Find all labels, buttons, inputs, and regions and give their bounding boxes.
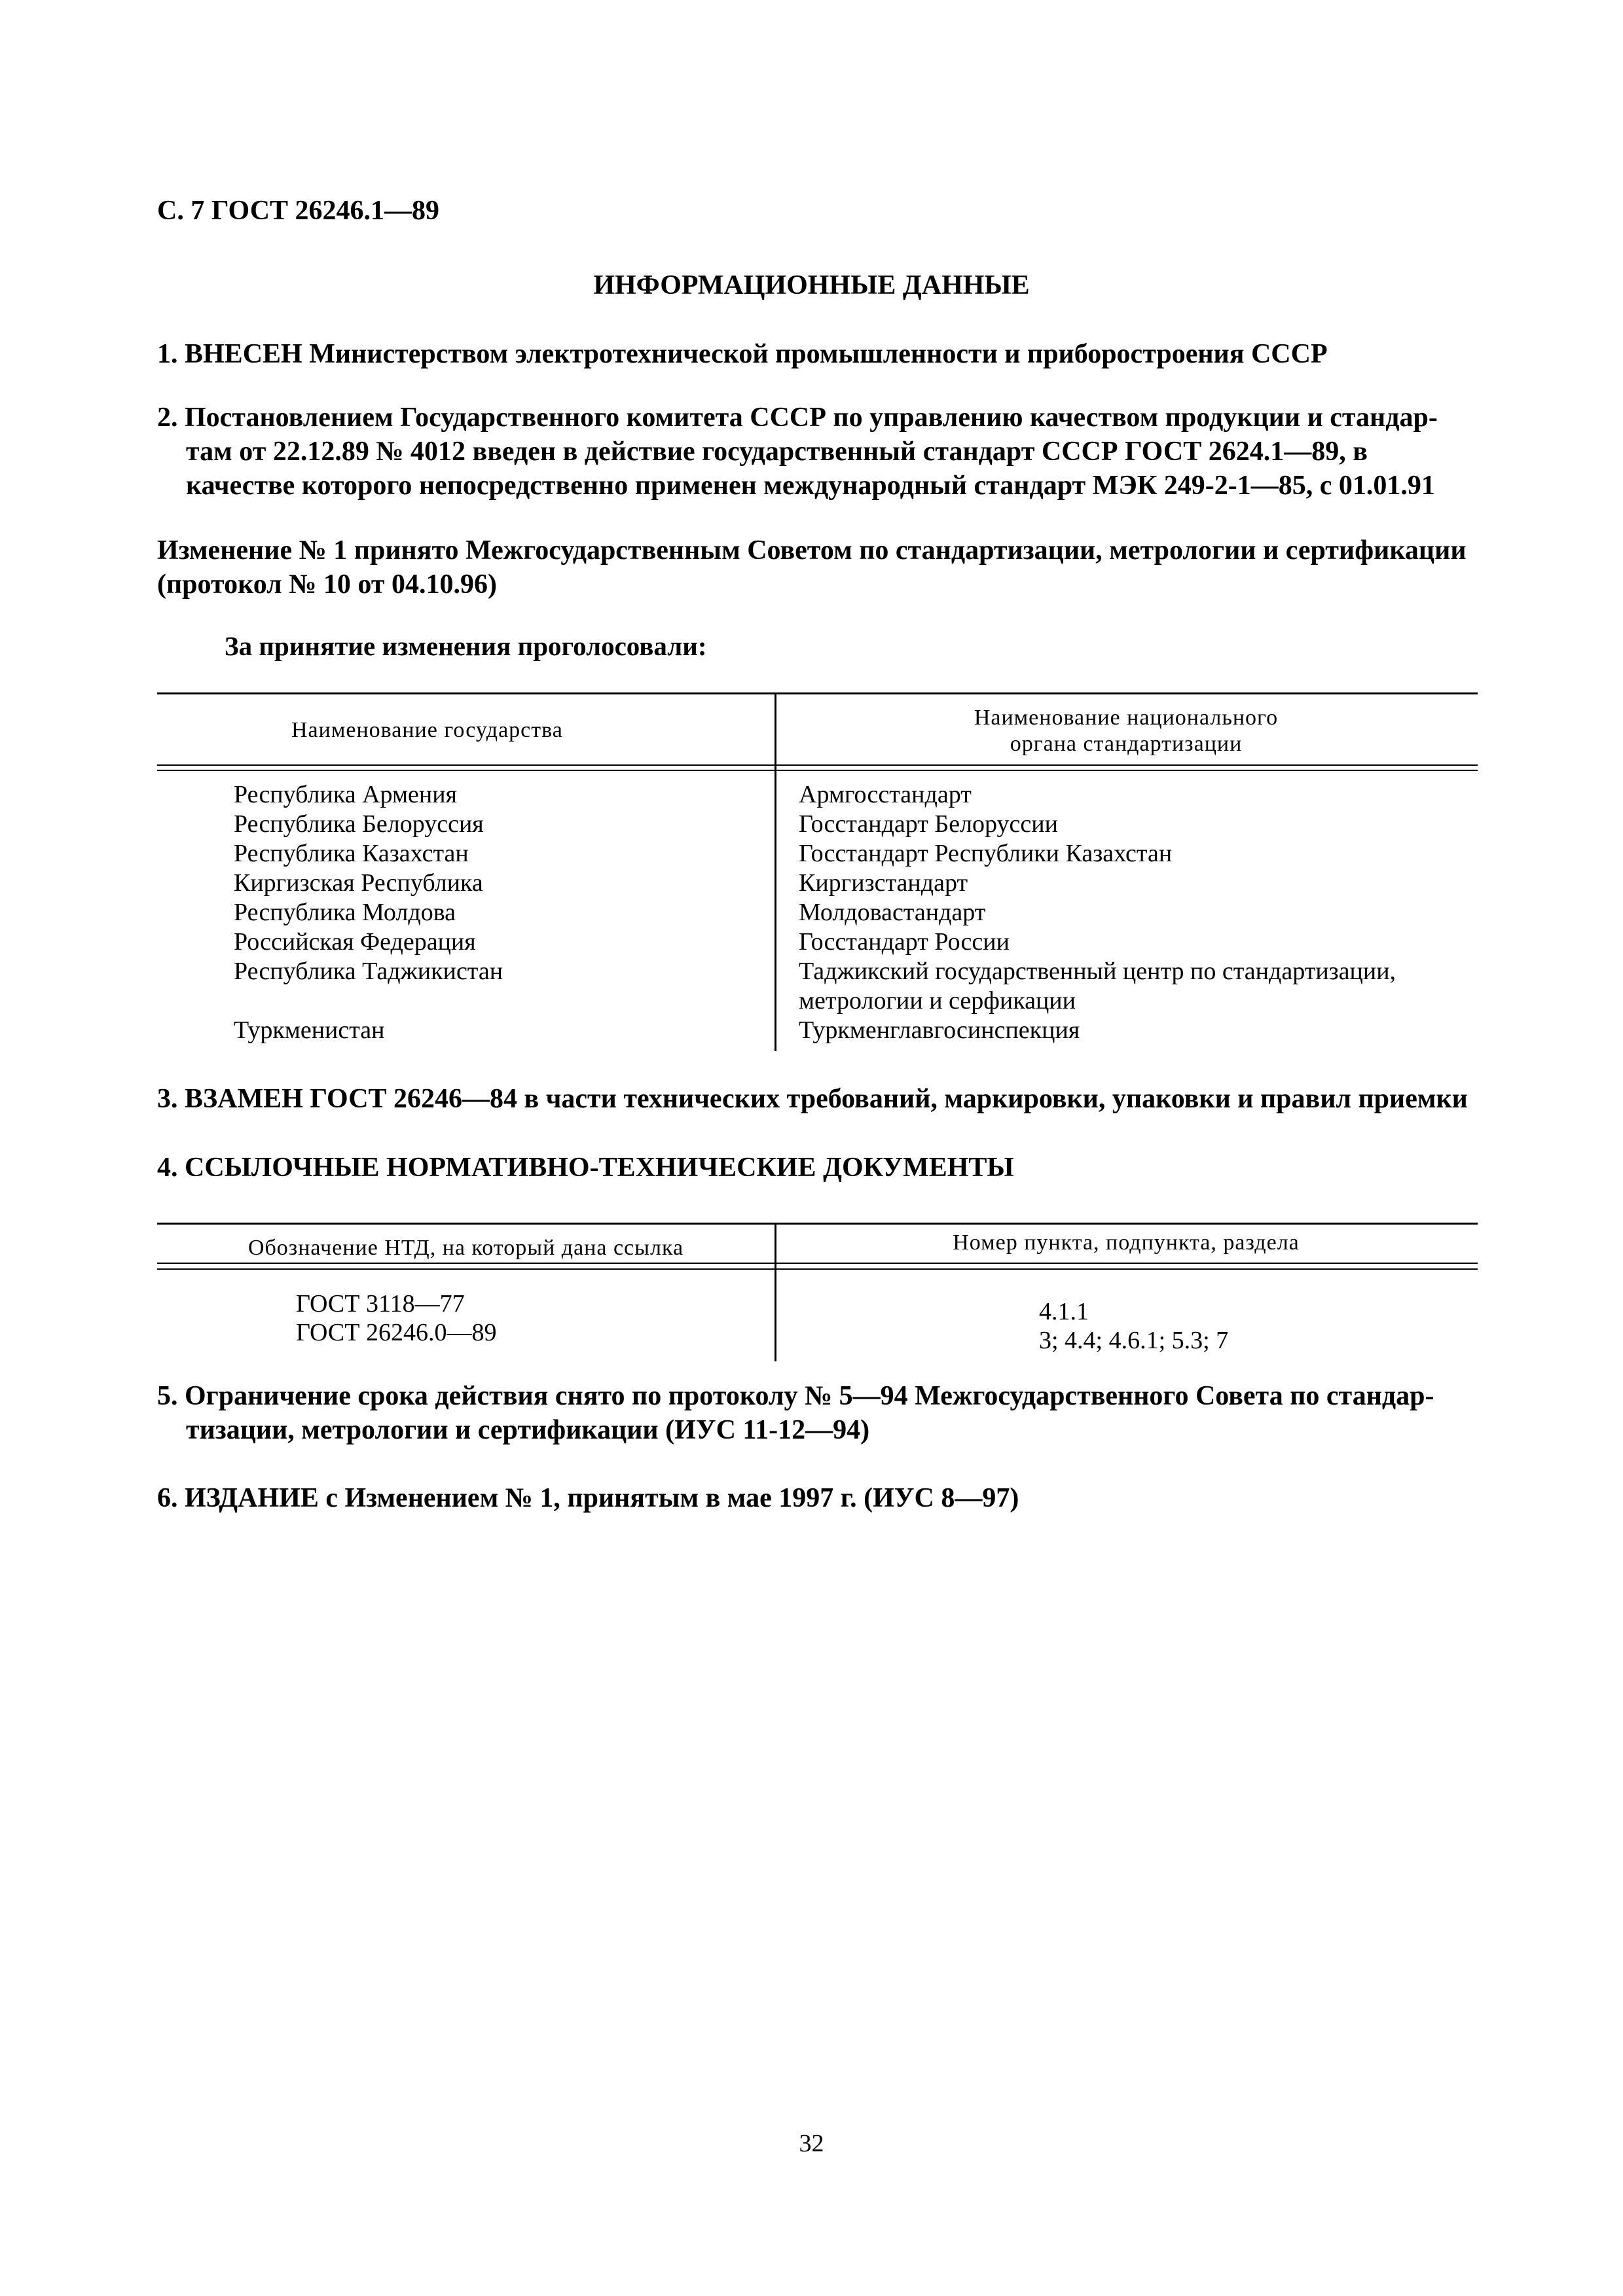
vote-heading: За принятие изменения проголосовали: (225, 631, 707, 661)
page-title: ИНФОРМАЦИОННЫЕ ДАННЫЕ (593, 270, 1030, 300)
table-row: Республика Молдова (234, 899, 456, 926)
page-number: 32 (799, 2130, 824, 2157)
item-6: 6. ИЗДАНИЕ с Изменением № 1, принятым в мае 1997 г. (ИУС 8—97) (157, 1483, 1019, 1513)
table-row: 3; 4.4; 4.6.1; 5.3; 7 (1039, 1327, 1229, 1354)
item-4: 4. ССЫЛОЧНЫЕ НОРМАТИВНО-ТЕХНИЧЕСКИЕ ДОКУМЕНТЫ (157, 1153, 1014, 1183)
vote-table-states (234, 780, 503, 1045)
vote-table-header-body-line-2: органа стандартизации (1010, 732, 1243, 756)
table-row: Республика Армения (234, 781, 458, 808)
table-row: Госстандарт Республики Казахстан (799, 840, 1173, 867)
item-1: 1. ВНЕСЕН Министерством электротехнической промышленности и приборостроения СССР (157, 339, 1328, 369)
table-row: 4.1.1 (1039, 1298, 1089, 1325)
table-row: ГОСТ 3118—77 (296, 1290, 465, 1318)
item-2-line-3: качестве которого непосредственно применен международный стандарт МЭК 249-2-1—85, с 01.01.91 (186, 471, 1435, 501)
ref-table-rule-mid2 (157, 1268, 1478, 1270)
ref-table-docs (296, 1289, 497, 1347)
table-row: Республика Белоруссия (234, 810, 484, 838)
vote-table-bodies (799, 780, 1396, 1045)
vote-table-header-state: Наименование государства (291, 718, 563, 742)
table-row: Республика Казахстан (234, 840, 469, 867)
ref-table-rule-mid (157, 1263, 1478, 1264)
vote-table-header-body-line-1: Наименование национального (974, 706, 1279, 730)
item-2 (157, 401, 1438, 503)
change-note-line-2: (протокол № 10 от 04.10.96) (157, 569, 497, 600)
item-2-line-1: 2. Постановлением Государственного комитета СССР по управлению качеством продукции и стандар- (157, 403, 1438, 433)
table-row: ГОСТ 26246.0—89 (296, 1319, 497, 1346)
table-row: Республика Таджикистан (234, 958, 503, 985)
table-rule-top (157, 692, 1478, 694)
table-rule-mid (157, 764, 1478, 766)
item-5 (157, 1379, 1434, 1447)
table-row: Таджикский государственный центр по стандартизации, (799, 958, 1396, 985)
table-row: метрологии и серфикации (799, 987, 1076, 1014)
table-row: Киргизстандарт (799, 869, 968, 897)
change-note (157, 533, 1467, 601)
table-rule-mid2 (157, 770, 1478, 771)
table-row: Туркменглавгосинспекция (799, 1016, 1080, 1044)
ref-table-header-doc: Обозначение НТД, на который дана ссылка (247, 1236, 684, 1260)
ref-table-rule-top (157, 1223, 1478, 1225)
table-row: Киргизская Республика (234, 869, 483, 897)
table-row: Российская Федерация (234, 928, 476, 956)
ref-table-header-items: Номер пункта, подпункта, раздела (953, 1230, 1300, 1255)
item-5-line-1: 5. Ограничение срока действия снято по протоколу № 5—94 Межгосударственного Совета по стандар- (157, 1381, 1434, 1411)
page-header: С. 7 ГОСТ 26246.1—89 (157, 196, 440, 226)
vote-table-header-body (775, 705, 1478, 757)
table-row: Госстандарт Белоруссии (799, 810, 1058, 838)
table-row: Госстандарт России (799, 928, 1010, 956)
change-note-line-1: Изменение № 1 принято Межгосударственным Советом по стандартизации, метрологии и сертификации (157, 535, 1467, 565)
table-row: Туркменистан (234, 1016, 385, 1044)
item-5-line-2: тизации, метрологии и сертификации (ИУС 11-12—94) (186, 1415, 870, 1445)
table-row: Армгосстандарт (799, 781, 972, 808)
table-row (234, 986, 503, 1016)
item-2-line-2: там от 22.12.89 № 4012 введен в действие государственный стандарт СССР ГОСТ 2624.1—89, в (186, 437, 1368, 467)
table-row: Молдовастандарт (799, 899, 986, 926)
ref-table-items (1039, 1297, 1228, 1355)
item-3: 3. ВЗАМЕН ГОСТ 26246—84 в части технических требований, маркировки, упаковки и правил приемки (157, 1084, 1468, 1114)
